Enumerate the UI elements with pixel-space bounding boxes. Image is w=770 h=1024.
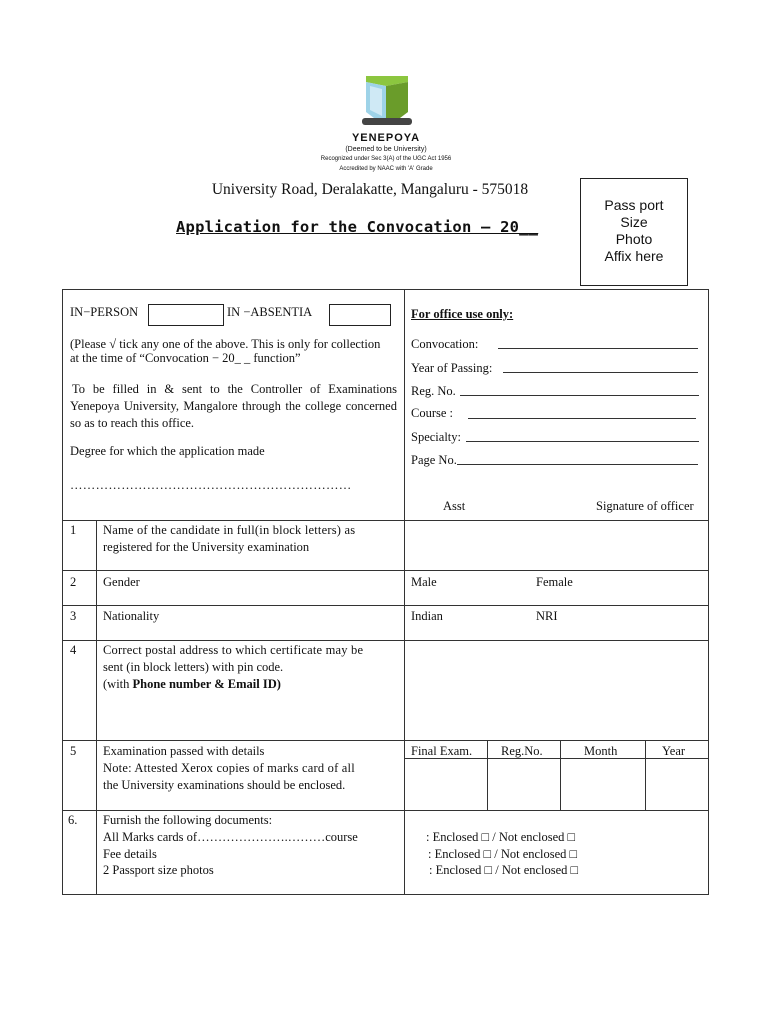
row-divider [62,605,709,606]
row-number: 3 [70,609,77,623]
gender-option-female[interactable]: Female [536,575,573,589]
photo-line: Photo [615,231,653,247]
table-bottom-border [62,894,709,895]
specialty-field[interactable] [466,441,699,442]
name-label: Name of the candidate in full(in block letters) as [103,523,356,537]
in-absentia-label: IN −ABSENTIA [227,305,313,319]
logo-tagline: (Deemed to be University) [345,146,427,153]
gender-option-male[interactable]: Male [411,575,437,589]
send-note: To be filled in & sent to the Controller of Examinations Yenepoya University, Mangalore through the college concerned so as to reach this office. [70,382,397,430]
course-field[interactable] [468,418,696,419]
address-label-bold: Phone number & Email ID) [132,677,281,691]
degree-label: Degree for which the application made [70,444,265,458]
university-address: University Road, Deralakatte, Mangaluru - 575018 [211,181,529,198]
passport-photos-label: 2 Passport size photos [103,863,214,877]
address-label: sent (in block letters) with pin code. [103,660,284,674]
in-person-label: IN−PERSON [70,305,139,319]
final-exam-input[interactable] [405,759,486,809]
nationality-option-nri[interactable]: NRI [536,609,558,623]
reg-no-input[interactable] [488,759,559,809]
reg-no-label: Reg. No. [411,384,456,398]
office-use-heading: For office use only: [411,307,514,321]
year-of-passing-label: Year of Passing: [411,361,493,375]
row-number: 5 [70,744,77,758]
exam-col-year: Year [662,744,686,758]
name-label: registered for the University examination [103,540,310,554]
exam-col-month: Month [584,744,618,758]
signature-label: Signature of officer [596,499,694,513]
marks-cards-enclosed[interactable]: : Enclosed □ / Not enclosed □ [426,830,576,844]
in-person-checkbox[interactable] [148,304,224,326]
exam-col-final-exam: Final Exam. [411,744,473,758]
convocation-label: Convocation: [411,337,479,351]
fee-details-enclosed[interactable]: : Enclosed □ / Not enclosed □ [428,847,578,861]
table-right-border [708,289,709,894]
asst-label: Asst [443,499,466,513]
row-divider [62,810,709,811]
logo-accreditation: Accredited by NAAC with 'A' Grade [339,166,433,172]
course-label: Course : [411,406,454,420]
passport-photos-enclosed[interactable]: : Enclosed □ / Not enclosed □ [429,863,579,877]
table-top-border [62,289,709,290]
marks-cards-label: All Marks cards of………………….………course [103,830,358,844]
row-divider [62,740,709,741]
gender-label: Gender [103,575,140,589]
page-no-field[interactable] [457,464,698,465]
exam-label: the University examinations should be enclosed. [103,778,346,792]
year-input[interactable] [646,759,707,809]
tick-note: (Please √ tick any one of the above. This is only for collection [70,337,381,351]
reg-no-field[interactable] [460,395,699,396]
month-input[interactable] [561,759,644,809]
in-absentia-checkbox[interactable] [329,304,391,326]
row-number: 6. [68,813,78,827]
year-of-passing-field[interactable] [503,372,698,373]
form-title: Application for the Convocation – 20__ [176,218,539,236]
exam-label: Note: Attested Xerox copies of marks card of all [103,761,355,775]
documents-label: Furnish the following documents: [103,813,273,827]
specialty-label: Specialty: [411,430,461,444]
row-number: 1 [70,523,77,537]
address-input[interactable] [405,641,707,739]
degree-input[interactable]: ………………………………………………………… [70,478,352,492]
fee-details-label: Fee details [103,847,157,861]
photo-line: Affix here [604,248,664,264]
exam-label: Examination passed with details [103,744,265,758]
address-label: Correct postal address to which certificate may be [103,643,364,657]
logo-recognition: Recognized under Sec 3(A) of the UGC Act 1956 [320,156,452,162]
nationality-option-indian[interactable]: Indian [411,609,443,623]
nationality-label: Nationality [103,609,160,623]
photo-line: Pass port [604,197,664,213]
row-number: 4 [70,643,77,657]
page-no-label: Page No. [411,453,457,467]
tick-note: at the time of “Convocation − 20_ _ function” [70,351,301,365]
university-logo [316,72,456,180]
address-label-prefix: (with [103,677,133,691]
name-input[interactable] [405,521,707,569]
row-divider [62,570,709,571]
number-column-divider [96,520,97,894]
logo-emblem-icon [316,72,456,134]
table-left-border [62,289,63,894]
logo-name: YENEPOYA [351,132,421,144]
passport-photo-box[interactable] [580,178,688,286]
row-number: 2 [70,575,77,589]
exam-col-reg-no: Reg.No. [501,744,543,758]
address-label [103,676,281,693]
photo-line: Size [620,214,648,230]
convocation-field[interactable] [498,348,698,349]
